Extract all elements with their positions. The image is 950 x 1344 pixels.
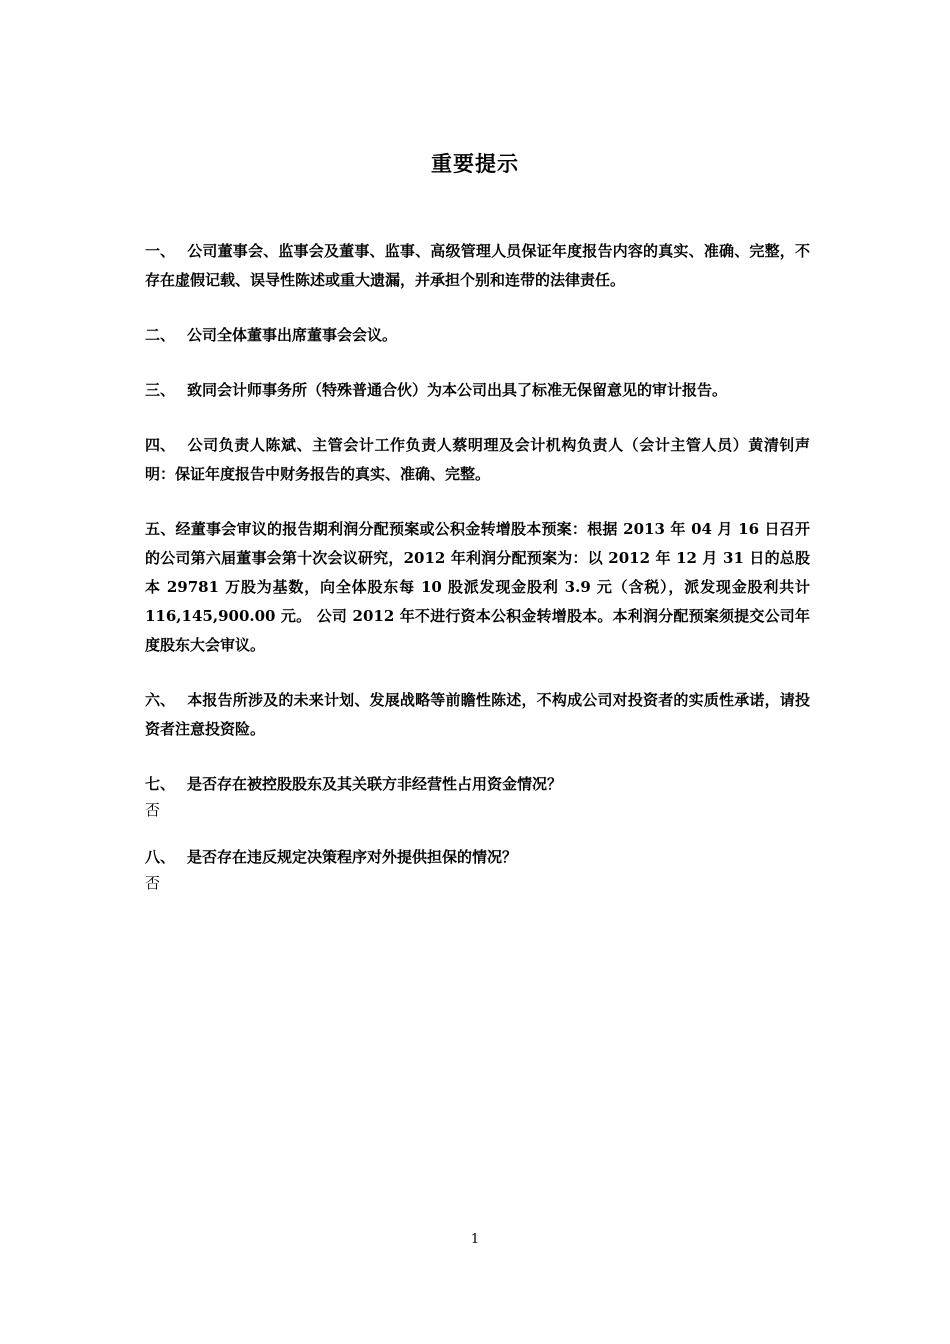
notice-item-2 — [145, 321, 810, 350]
notice-item-7 — [145, 770, 810, 821]
notice-item-8 — [145, 843, 810, 894]
notice-item-6 — [145, 686, 810, 744]
item-text: 是否存在被控股股东及其关联方非经营性占用资金情况？ — [187, 775, 563, 793]
item-text: 公司全体董事出席董事会会议。 — [187, 326, 398, 344]
notice-item-1 — [145, 237, 810, 295]
item-number: 八、 — [145, 848, 176, 866]
item-answer: 否 — [145, 874, 161, 892]
notice-list — [145, 237, 810, 916]
item-text: 致同会计师事务所（特殊普通合伙）为本公司出具了标准无保留意见的审计报告。 — [187, 381, 728, 399]
item-number: 七、 — [145, 775, 176, 793]
notice-item-4 — [145, 431, 810, 489]
item-text: 本报告所涉及的未来计划、发展战略等前瞻性陈述，不构成公司对投资者的实质性承诺，请投资者注意投资险。 — [145, 691, 810, 738]
item-text: 公司董事会、监事会及董事、监事、高级管理人员保证年度报告内容的真实、准确、完整，不存在虚假记载、误导性陈述或重大遗漏，并承担个别和连带的法律责任。 — [145, 242, 810, 289]
item-text: 是否存在违反规定决策程序对外提供担保的情况？ — [187, 848, 518, 866]
item-number: 四、 — [145, 436, 176, 454]
item-number: 三、 — [145, 381, 176, 399]
item-number: 一、 — [145, 242, 176, 260]
page-number: 1 — [470, 1232, 480, 1247]
item-number: 二、 — [145, 326, 176, 344]
item-text: 经董事会审议的报告期利润分配预案或公积金转增股本预案：根据 2013 年 04 月 16 日召开的公司第六届董事会第十次会议研究，2012 年利润分配预案为：以 2012 年 12 月 31 日的总股本 29781 万股为基数，向全体股东每 10 股派发现金股利 3.9 元（含税），派发现金股利共计 116,145,900.00 元。 公司 2012 年不进行资本公积金转增股本。本利润分配预案须提交公司年度股东大会审议。 — [145, 520, 810, 654]
item-text: 公司负责人陈斌、主管会计工作负责人蔡明理及会计机构负责人（会计主管人员）黄清钊声明：保证年度报告中财务报告的真实、准确、完整。 — [145, 436, 810, 483]
item-answer: 否 — [145, 801, 161, 819]
item-number: 五、 — [145, 520, 176, 538]
notice-item-3 — [145, 376, 810, 405]
page-title: 重要提示 — [431, 152, 519, 176]
notice-item-5 — [145, 515, 810, 660]
item-number: 六、 — [145, 691, 176, 709]
